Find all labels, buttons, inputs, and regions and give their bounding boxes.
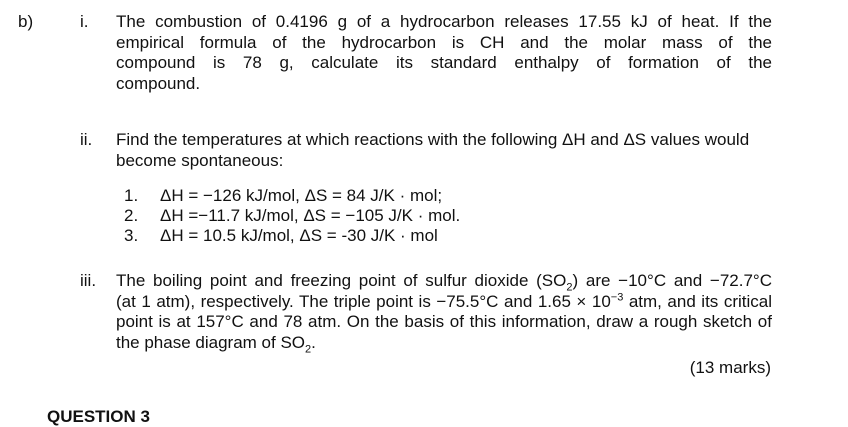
list-item-number: 1. — [124, 186, 139, 205]
part-i-line: compound is 78 g, calculate its standard enthalpy of formation of the — [116, 53, 772, 72]
list-item-text: ΔH = 10.5 kJ/mol, ΔS = -30 J/K · mol — [160, 226, 438, 245]
part-i-question — [116, 12, 772, 94]
part-ii-numeral: ii. — [80, 130, 93, 149]
list-item-text: ΔH =−11.7 kJ/mol, ΔS = −105 J/K · mol. — [160, 206, 461, 225]
list-item-number: 3. — [124, 226, 139, 245]
part-ii-line: become spontaneous: — [116, 150, 284, 170]
part-iii-numeral: iii. — [80, 271, 97, 290]
section-label: b) — [18, 12, 34, 31]
subscript: 2 — [305, 342, 312, 355]
part-ii-line: Find the temperatures at which reactions with the following ΔH and ΔS values would — [116, 130, 750, 149]
part-iii-line: the phase diagram of $SO_2$. — [116, 332, 316, 355]
part-iii-line: The boiling point and freezing point of sulfur dioxide $(SO_2)$ are −10°C and −72.7°C — [116, 271, 772, 294]
part-ii-question — [116, 130, 772, 171]
list-item-number: 2. — [124, 206, 139, 225]
part-i-line: The combustion of 0.4196 g of a hydrocarbon releases 17.55 kJ of heat. If the — [116, 12, 772, 31]
part-i-line: empirical formula of the hydrocarbon is CH and the molar mass of the — [116, 32, 772, 52]
superscript: −3 — [610, 290, 624, 303]
part-i-line: compound. — [116, 73, 201, 93]
question-heading: QUESTION 3 — [47, 407, 150, 426]
part-i-numeral: i. — [80, 12, 89, 31]
part-iii-line: (at 1 atm), respectively. The triple point is −75.5°C and $1.65 \times 10^{-3}$ atm, and its critical — [116, 290, 772, 311]
part-iii-line: point is at 157°C and 78 atm. On the basis of this information, draw a rough sketch of — [116, 312, 772, 331]
part-iii-question — [116, 271, 772, 353]
subscript: 2 — [566, 281, 573, 294]
marks-label: (13 marks) — [689, 358, 771, 377]
list-item-text: ΔH = −126 kJ/mol, ΔS = 84 J/K · mol; — [160, 186, 443, 205]
